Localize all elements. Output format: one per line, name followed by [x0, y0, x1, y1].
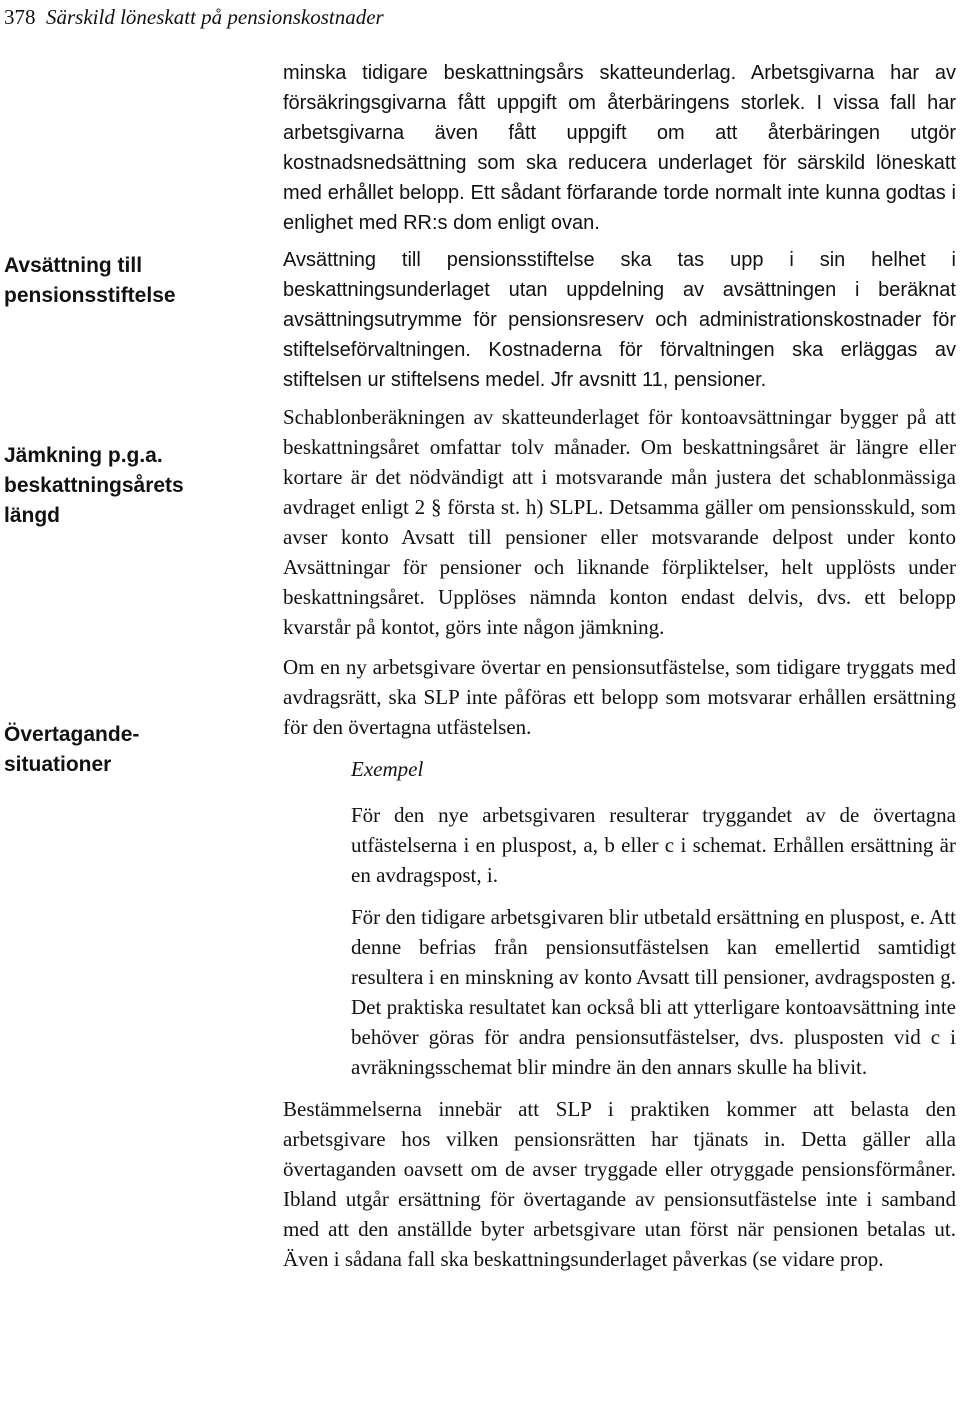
margin-heading-line: situationer: [4, 753, 112, 776]
example-heading: Exempel: [351, 757, 424, 781]
margin-heading-line: pensionsstiftelse: [4, 284, 176, 307]
paragraph-jamkning: Schablonberäkningen av skatteunderlaget för kontoavsättningar bygger på att beskattningsåret omfattar tolv månader. Om beskattningsåret är längre eller kortare är det nödvändigt att i motsvarande mån justera det schablonmässiga avdraget enligt 2 § första st. h) SLPL. Detsamma gäller om pensionsskuld, som avser konto Avsatt till pensioner eller motsvarande delpost under konto Avsättningar för pensioner och liknande förpliktelser, helt upplösts under beskattningsåret. Upplöses nämnda konton endast delvis, dvs. ett belopp kvarstår på kontot, görs inte någon jämkning.: [283, 405, 956, 639]
example-block: [351, 754, 956, 1082]
example-paragraph-former-employer: För den tidigare arbetsgivaren blir utbetald ersättning en pluspost, e. Att denne befrias från pensionsutfästelsen kan emellertid samtidigt resultera i en minskning av konto Avsatt till pensioner, avdragsposten g. Det praktiska resultatet kan också bli att ytterligare kontoavsättning inte behöver göras för andra pensionsutfästelser, dvs. plusposten vid c i avräkningsschemat blir mindre än den annars skulle ha blivit.: [351, 905, 956, 1079]
paragraph-aterbaring: minska tidigare beskattningsårs skatteunderlag. Arbetsgivarna har av försäkringsgivarna fått uppgift om återbäringens storlek. I vissa fall har arbetsgivarna även fått uppgift om att återbäringen utgör kostnadsnedsättning som ska reducera underlaget för särskild löneskatt med erhållet belopp. Ett sådant förfarande torde normalt inte kunna godtas i enlighet med RR:s dom enligt ovan.: [283, 62, 956, 234]
paragraph-avsattning: Avsättning till pensionsstiftelse ska tas upp i sin helhet i beskattningsunderlaget utan uppdelning av avsättningen i beräknat avsättningsutrymme för pensionsreserv och administrationskostnader för stiftelseförvaltningen. Kostnaderna för förvaltningen ska erläggas av stiftelsen ur stiftelsens medel. Jfr avsnitt 11, pensioner.: [283, 249, 956, 391]
margin-heading-line: längd: [4, 504, 60, 527]
paragraph-overtagande: Om en ny arbetsgivare övertar en pensionsutfästelse, som tidigare tryggats med avdragsrätt, ska SLP inte påföras ett belopp som motsvarar erhållen ersättning för den övertagna utfästelsen.: [283, 655, 956, 739]
margin-heading-line: Avsättning till: [4, 254, 143, 277]
example-paragraph-new-employer: För den nye arbetsgivaren resulterar tryggandet av de övertagna utfästelserna i en pluspost, a, b eller c i schemat. Erhållen ersättning är en avdragspost, i.: [351, 803, 956, 887]
paragraph-bestammelserna: Bestämmelserna innebär att SLP i praktiken kommer att belasta den arbetsgivare hos vilken pensionsrätten har tjänats in. Detta gäller alla övertaganden oavsett om de avser tryggade eller otryggade pensionsförmåner. Ibland utgår ersättning för övertagande av pensionsutfästelse inte i samband med att den anställde byter arbetsgivare utan först när pensionen betalas ut. Även i sådana fall ska beskattningsunderlaget påverkas (se vidare prop.: [283, 1097, 956, 1271]
margin-heading-avsattning: [4, 251, 254, 311]
margin-heading-overtagande: [4, 720, 254, 780]
margin-heading-line: beskattningsårets: [4, 474, 184, 497]
margin-heading-line: Jämkning p.g.a.: [4, 444, 163, 467]
page-number: 378: [4, 5, 36, 29]
body-text: [283, 58, 956, 1284]
running-title: Särskild löneskatt på pensionskostnader: [46, 5, 384, 29]
running-header: [4, 0, 384, 34]
margin-heading-line: Övertagande-: [4, 723, 140, 746]
margin-heading-jamkning: [4, 441, 254, 531]
